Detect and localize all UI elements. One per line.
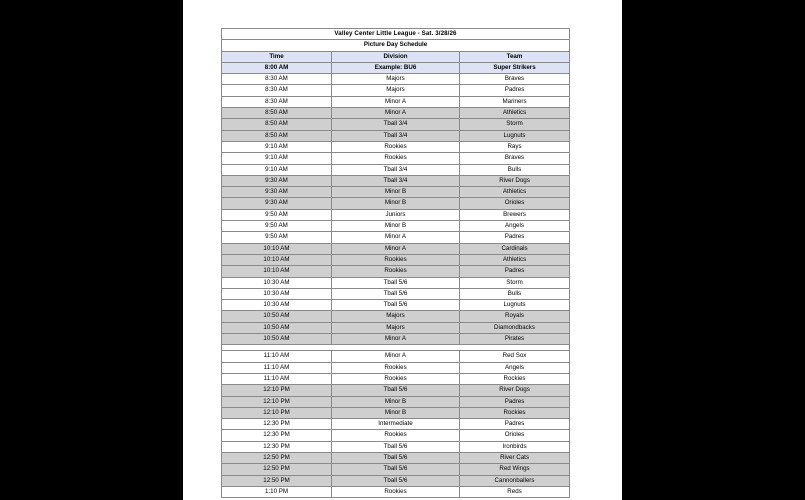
- cell-team: Athletics: [460, 187, 570, 198]
- cell-team: Reds: [460, 486, 570, 497]
- cell-time: 12:50 PM: [222, 464, 332, 475]
- table-row: [222, 322, 570, 333]
- cell-division: Rookies: [332, 430, 460, 441]
- cell-division: Rookies: [332, 153, 460, 164]
- table-row: [222, 119, 570, 130]
- cell-team: Padres: [460, 396, 570, 407]
- table-row: [222, 175, 570, 186]
- cell-division: Tball 5/6: [332, 277, 460, 288]
- cell-time: 10:30 AM: [222, 277, 332, 288]
- cell-division: Tball 5/6: [332, 475, 460, 486]
- cell-team: Rockies: [460, 407, 570, 418]
- cell-division: Minor B: [332, 198, 460, 209]
- cell-team: Padres: [460, 266, 570, 277]
- table-row: [222, 85, 570, 96]
- cell-time: 9:10 AM: [222, 164, 332, 175]
- cell-team: Athletics: [460, 108, 570, 119]
- cell-team: Athletics: [460, 254, 570, 265]
- table-row: [222, 153, 570, 164]
- cell-time: 11:10 AM: [222, 362, 332, 373]
- cell-division: Minor A: [332, 351, 460, 362]
- column-header-division: Division: [332, 51, 460, 62]
- example-team: Super Strikers: [460, 62, 570, 73]
- cell-team: Angels: [460, 221, 570, 232]
- schedule-document: [221, 28, 569, 498]
- table-row: [222, 209, 570, 220]
- cell-team: Pirates: [460, 334, 570, 345]
- cell-time: 9:10 AM: [222, 141, 332, 152]
- table-row: [222, 441, 570, 452]
- document-title: Valley Center Little League - Sat. 3/28/26: [222, 29, 570, 40]
- cell-team: Bulls: [460, 288, 570, 299]
- cell-time: 11:10 AM: [222, 373, 332, 384]
- cell-division: Rookies: [332, 141, 460, 152]
- table-row: [222, 141, 570, 152]
- cell-time: 8:50 AM: [222, 108, 332, 119]
- cell-time: 12:50 PM: [222, 452, 332, 463]
- cell-division: Minor A: [332, 334, 460, 345]
- cell-team: Lugnuts: [460, 130, 570, 141]
- table-row: [222, 396, 570, 407]
- cell-time: 9:30 AM: [222, 198, 332, 209]
- cell-time: 11:10 AM: [222, 351, 332, 362]
- table-row: [222, 130, 570, 141]
- table-row: [222, 232, 570, 243]
- table-row: [222, 311, 570, 322]
- example-row: [222, 62, 570, 73]
- cell-division: Tball 3/4: [332, 130, 460, 141]
- cell-division: Minor A: [332, 96, 460, 107]
- table-row: [222, 221, 570, 232]
- cell-division: Rookies: [332, 362, 460, 373]
- cell-time: 9:50 AM: [222, 232, 332, 243]
- table-row: [222, 464, 570, 475]
- cell-time: 10:10 AM: [222, 254, 332, 265]
- cell-team: Storm: [460, 119, 570, 130]
- table-row: [222, 198, 570, 209]
- table-row: [222, 266, 570, 277]
- document-page: [183, 0, 622, 500]
- cell-division: Majors: [332, 311, 460, 322]
- table-row: [222, 164, 570, 175]
- cell-time: 10:30 AM: [222, 300, 332, 311]
- cell-team: Red Wings: [460, 464, 570, 475]
- cell-time: 9:50 AM: [222, 209, 332, 220]
- cell-division: Minor A: [332, 232, 460, 243]
- cell-team: River Dogs: [460, 385, 570, 396]
- cell-team: Braves: [460, 153, 570, 164]
- cell-team: Cardinals: [460, 243, 570, 254]
- cell-time: 12:30 PM: [222, 430, 332, 441]
- cell-team: River Cats: [460, 452, 570, 463]
- cell-division: Rookies: [332, 486, 460, 497]
- subtitle-row: [222, 40, 570, 51]
- cell-time: 12:30 PM: [222, 441, 332, 452]
- cell-team: Orioles: [460, 430, 570, 441]
- table-row: [222, 373, 570, 384]
- table-body: [222, 29, 570, 498]
- cell-division: Intermediate: [332, 419, 460, 430]
- cell-division: Tball 5/6: [332, 385, 460, 396]
- cell-team: Padres: [460, 85, 570, 96]
- table-row: [222, 243, 570, 254]
- cell-time: 8:50 AM: [222, 130, 332, 141]
- cell-team: Bulls: [460, 164, 570, 175]
- cell-team: Rays: [460, 141, 570, 152]
- table-row: [222, 300, 570, 311]
- cell-time: 10:50 AM: [222, 311, 332, 322]
- cell-time: 12:50 PM: [222, 475, 332, 486]
- cell-team: Padres: [460, 232, 570, 243]
- table-row: [222, 385, 570, 396]
- cell-time: 1:10 PM: [222, 486, 332, 497]
- table-row: [222, 187, 570, 198]
- cell-division: Tball 5/6: [332, 288, 460, 299]
- cell-team: Mariners: [460, 96, 570, 107]
- title-row: [222, 29, 570, 40]
- cell-time: 9:30 AM: [222, 175, 332, 186]
- cell-division: Minor B: [332, 187, 460, 198]
- document-subtitle: Picture Day Schedule: [222, 40, 570, 51]
- column-header-row: [222, 51, 570, 62]
- cell-team: Rockies: [460, 373, 570, 384]
- cell-time: 8:30 AM: [222, 85, 332, 96]
- column-header-team: Team: [460, 51, 570, 62]
- cell-time: 8:50 AM: [222, 119, 332, 130]
- cell-division: Tball 5/6: [332, 300, 460, 311]
- table-row: [222, 96, 570, 107]
- table-row: [222, 74, 570, 85]
- cell-division: Minor A: [332, 243, 460, 254]
- cell-division: Tball 5/6: [332, 464, 460, 475]
- cell-division: Minor A: [332, 108, 460, 119]
- cell-team: Storm: [460, 277, 570, 288]
- cell-team: Ironbirds: [460, 441, 570, 452]
- table-row: [222, 407, 570, 418]
- table-row: [222, 351, 570, 362]
- cell-team: Red Sox: [460, 351, 570, 362]
- cell-time: 10:10 AM: [222, 266, 332, 277]
- table-row: [222, 452, 570, 463]
- cell-division: Minor B: [332, 221, 460, 232]
- cell-team: Padres: [460, 419, 570, 430]
- cell-time: 12:10 PM: [222, 407, 332, 418]
- cell-time: 12:30 PM: [222, 419, 332, 430]
- table-row: [222, 362, 570, 373]
- cell-time: 12:10 PM: [222, 396, 332, 407]
- cell-time: 10:50 AM: [222, 322, 332, 333]
- table-row: [222, 475, 570, 486]
- picture-day-schedule-table: [221, 28, 570, 498]
- cell-team: Braves: [460, 74, 570, 85]
- cell-time: 10:10 AM: [222, 243, 332, 254]
- cell-team: Cannonballers: [460, 475, 570, 486]
- cell-division: Minor B: [332, 407, 460, 418]
- cell-time: 8:30 AM: [222, 96, 332, 107]
- cell-division: Juniors: [332, 209, 460, 220]
- cell-division: Rookies: [332, 254, 460, 265]
- cell-division: Tball 5/6: [332, 452, 460, 463]
- cell-division: Rookies: [332, 266, 460, 277]
- cell-division: Tball 5/6: [332, 441, 460, 452]
- cell-team: Brewers: [460, 209, 570, 220]
- cell-team: Lugnuts: [460, 300, 570, 311]
- cell-division: Tball 3/4: [332, 119, 460, 130]
- example-division: Example: BU6: [332, 62, 460, 73]
- cell-division: Tball 3/4: [332, 175, 460, 186]
- cell-division: Tball 3/4: [332, 164, 460, 175]
- cell-division: Majors: [332, 322, 460, 333]
- cell-time: 10:50 AM: [222, 334, 332, 345]
- table-row: [222, 254, 570, 265]
- table-row: [222, 288, 570, 299]
- table-row: [222, 108, 570, 119]
- column-header-time: Time: [222, 51, 332, 62]
- cell-division: Minor B: [332, 396, 460, 407]
- cell-time: 10:30 AM: [222, 288, 332, 299]
- cell-division: Majors: [332, 74, 460, 85]
- cell-division: Rookies: [332, 373, 460, 384]
- table-row: [222, 277, 570, 288]
- cell-division: Majors: [332, 85, 460, 96]
- cell-time: 9:30 AM: [222, 187, 332, 198]
- cell-time: 9:50 AM: [222, 221, 332, 232]
- example-time: 8:00 AM: [222, 62, 332, 73]
- cell-team: Orioles: [460, 198, 570, 209]
- table-row: [222, 419, 570, 430]
- cell-time: 8:30 AM: [222, 74, 332, 85]
- cell-team: Diamondbacks: [460, 322, 570, 333]
- table-row: [222, 486, 570, 497]
- table-row: [222, 334, 570, 345]
- cell-team: River Dogs: [460, 175, 570, 186]
- cell-time: 12:10 PM: [222, 385, 332, 396]
- table-row: [222, 430, 570, 441]
- cell-team: Royals: [460, 311, 570, 322]
- cell-team: Angels: [460, 362, 570, 373]
- cell-time: 9:10 AM: [222, 153, 332, 164]
